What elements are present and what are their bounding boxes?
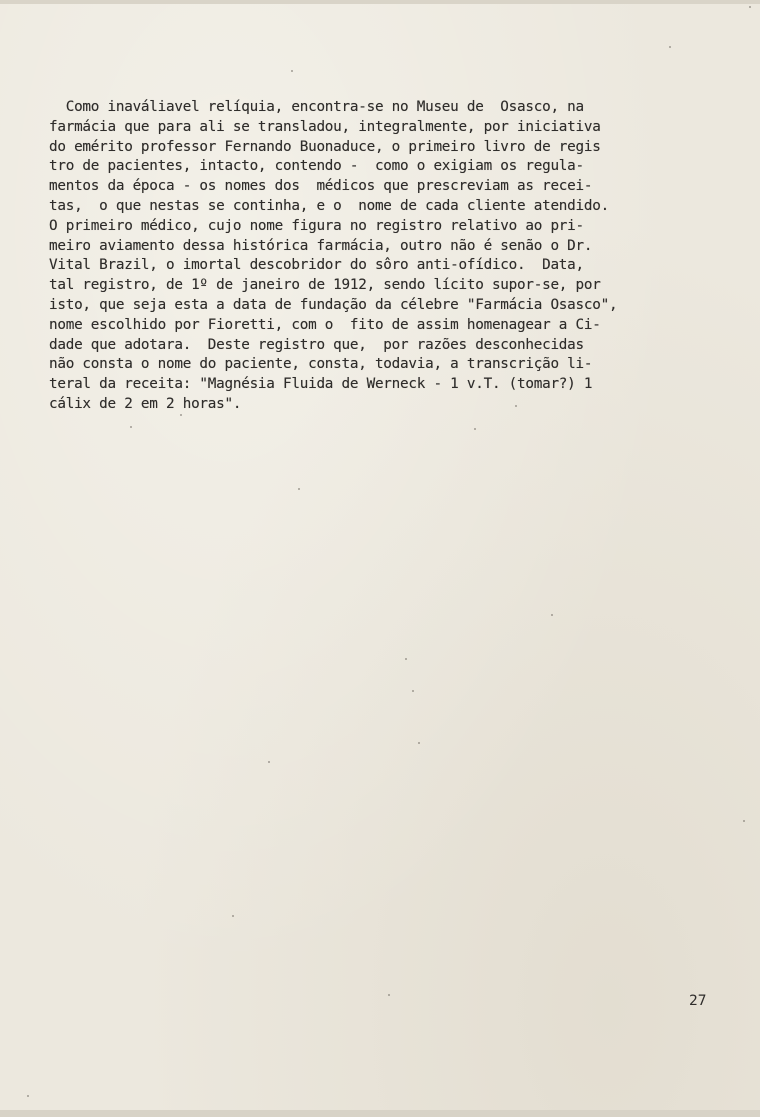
page-top-edge [0, 0, 760, 4]
text-line: tal registro, de 1º de janeiro de 1912, sendo lícito supor-se, por [49, 277, 601, 294]
scan-speck [405, 658, 407, 660]
scan-speck [412, 690, 414, 692]
text-line: dade que adotara. Deste registro que, por razões desconhecidas [49, 336, 584, 353]
scan-speck [551, 614, 553, 616]
scan-speck [27, 1095, 29, 1097]
scan-speck [474, 428, 476, 430]
text-line: isto, que seja esta a data de fundação da célebre "Farmácia Osasco", [49, 296, 618, 313]
scan-speck [418, 742, 420, 744]
text-line: Como inaváliavel relíquia, encontra-se no Museu de Osasco, na [49, 99, 584, 115]
body-paragraph [49, 98, 719, 415]
scan-speck [268, 761, 270, 763]
scan-speck [669, 46, 671, 48]
text-line: do emérito professor Fernando Buonaduce, o primeiro livro de regis [49, 138, 601, 155]
text-line: não consta o nome do paciente, consta, todavia, a transcrição li- [49, 356, 593, 373]
text-line: mentos da época - os nomes dos médicos que prescreviam as recei- [49, 178, 593, 195]
text-line: teral da receita: "Magnésia Fluida de Werneck - 1 v.T. (tomar?) 1 [49, 376, 593, 393]
scan-speck [291, 70, 293, 72]
scan-speck [298, 488, 300, 490]
text-line: tas, o que nestas se continha, e o nome de cada cliente atendido. [49, 197, 609, 214]
text-line: farmácia que para ali se transladou, integralmente, por iniciativa [49, 118, 601, 135]
scan-speck [232, 915, 234, 917]
text-line: O primeiro médico, cujo nome figura no registro relativo ao pri- [49, 217, 584, 234]
scan-speck [749, 6, 751, 8]
page-bottom-edge [0, 1110, 760, 1117]
text-line: Vital Brazil, o imortal descobridor do sôro anti-ofídico. Data, [49, 257, 584, 274]
text-line: nome escolhido por Fioretti, com o fito de assim homenagear a Ci- [49, 316, 601, 333]
scan-speck [743, 820, 745, 822]
scan-speck [180, 414, 182, 416]
text-line: meiro aviamento dessa histórica farmácia, outro não é senão o Dr. [49, 237, 593, 254]
page-number: 27 [689, 993, 707, 1009]
scan-speck [130, 426, 132, 428]
scan-speck [515, 405, 517, 407]
scan-speck [388, 994, 390, 996]
text-line: cálix de 2 em 2 horas". [49, 395, 242, 412]
text-line: tro de pacientes, intacto, contendo - como o exigiam os regula- [49, 158, 584, 175]
